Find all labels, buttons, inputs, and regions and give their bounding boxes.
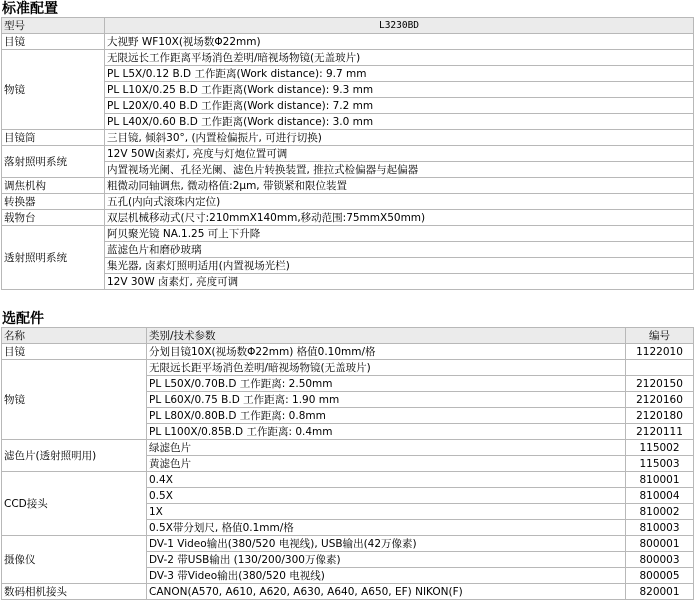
model-value: L3230BD	[105, 18, 694, 34]
accessory-code: 2120180	[626, 408, 694, 424]
model-label: 型号	[2, 18, 105, 34]
item-label: 载物台	[2, 210, 105, 226]
accessory-code: 1122010	[626, 344, 694, 360]
accessory-spec: DV-3 带Video输出(380/520 电视线)	[147, 568, 626, 584]
name-column-header: 名称	[2, 328, 147, 344]
accessory-code: 810003	[626, 520, 694, 536]
standard-row	[2, 146, 694, 162]
standard-row	[2, 98, 694, 114]
standard-row	[2, 66, 694, 82]
standard-config-heading: 标准配置	[2, 1, 58, 17]
standard-header-row	[2, 18, 694, 34]
item-spec: 粗微动同轴调焦, 微动格值:2μm, 带锁紧和限位装置	[105, 178, 694, 194]
optional-accessories-table	[1, 327, 694, 600]
accessory-code: 800005	[626, 568, 694, 584]
accessory-code	[626, 360, 694, 376]
accessory-spec: 无限远长距平场消色差明/暗视场物镜(无盖玻片)	[147, 360, 626, 376]
standard-config-table	[1, 17, 694, 290]
item-label: 落射照明系统	[2, 146, 105, 178]
optional-row	[2, 472, 694, 488]
accessory-code: 820001	[626, 584, 694, 600]
standard-row	[2, 226, 694, 242]
item-label: 调焦机构	[2, 178, 105, 194]
item-spec: 大视野 WF10X(视场数Φ22mm)	[105, 34, 694, 50]
standard-row	[2, 114, 694, 130]
accessory-code: 800003	[626, 552, 694, 568]
standard-row	[2, 50, 694, 66]
optional-row	[2, 344, 694, 360]
item-label: 透射照明系统	[2, 226, 105, 290]
accessory-spec: 分划目镜10X(视场数Φ22mm) 格值0.10mm/格	[147, 344, 626, 360]
item-spec: 12V 30W 卤素灯, 亮度可调	[105, 274, 694, 290]
accessory-name: 滤色片(透射照明用)	[2, 440, 147, 472]
accessory-name: 物镜	[2, 360, 147, 440]
accessory-code: 810004	[626, 488, 694, 504]
optional-row	[2, 584, 694, 600]
accessory-code: 2120160	[626, 392, 694, 408]
item-spec: 五孔(内向式滚珠内定位)	[105, 194, 694, 210]
accessory-spec: 黄滤色片	[147, 456, 626, 472]
item-spec: PL L20X/0.40 B.D 工作距离(Work distance): 7.2 mm	[105, 98, 694, 114]
accessory-spec: PL L80X/0.80B.D 工作距离: 0.8mm	[147, 408, 626, 424]
accessory-spec: PL L100X/0.85B.D 工作距离: 0.4mm	[147, 424, 626, 440]
accessory-spec: DV-2 带USB输出 (130/200/300万像素)	[147, 552, 626, 568]
accessory-name: 摄像仪	[2, 536, 147, 584]
accessory-name: 目镜	[2, 344, 147, 360]
standard-row	[2, 162, 694, 178]
accessory-spec: 绿滤色片	[147, 440, 626, 456]
spec-column-header: 类别/技术参数	[147, 328, 626, 344]
optional-row	[2, 536, 694, 552]
accessory-code: 115002	[626, 440, 694, 456]
accessory-spec: 0.5X带分划尺, 格值0.1mm/格	[147, 520, 626, 536]
accessory-code: 800001	[626, 536, 694, 552]
standard-row	[2, 210, 694, 226]
standard-row	[2, 34, 694, 50]
accessory-name: 数码相机接头	[2, 584, 147, 600]
item-spec: PL L5X/0.12 B.D 工作距离(Work distance): 9.7 mm	[105, 66, 694, 82]
item-spec: PL L10X/0.25 B.D 工作距离(Work distance): 9.3 mm	[105, 82, 694, 98]
item-label: 物镜	[2, 50, 105, 130]
accessory-spec: PL L50X/0.70B.D 工作距离: 2.50mm	[147, 376, 626, 392]
item-label: 转换器	[2, 194, 105, 210]
accessory-code: 810001	[626, 472, 694, 488]
item-spec: 集光器, 卤素灯照明适用(内置视场光栏)	[105, 258, 694, 274]
item-label: 目镜筒	[2, 130, 105, 146]
optional-row	[2, 440, 694, 456]
item-spec: 三目镜, 倾斜30°, (内置检偏振片, 可进行切换)	[105, 130, 694, 146]
item-spec: 双层机械移动式(尺寸:210mmX140mm,移动范围:75mmX50mm)	[105, 210, 694, 226]
optional-row	[2, 360, 694, 376]
accessory-spec: CANON(A570, A610, A620, A630, A640, A650, EF) NIKON(F)	[147, 584, 626, 600]
accessory-name: CCD接头	[2, 472, 147, 536]
accessory-code: 2120111	[626, 424, 694, 440]
optional-accessories-heading: 选配件	[2, 311, 44, 327]
standard-row	[2, 82, 694, 98]
item-spec: 12V 50W卤素灯, 亮度与灯炮位置可调	[105, 146, 694, 162]
code-column-header: 编号	[626, 328, 694, 344]
accessory-spec: DV-1 Video输出(380/520 电视线), USB输出(42万像素)	[147, 536, 626, 552]
standard-row	[2, 258, 694, 274]
item-spec: 内置视场光阑、孔径光阑、滤色片转换装置, 推拉式检偏器与起偏器	[105, 162, 694, 178]
accessory-spec: 1X	[147, 504, 626, 520]
accessory-code: 810002	[626, 504, 694, 520]
accessory-spec: 0.5X	[147, 488, 626, 504]
standard-row	[2, 242, 694, 258]
item-spec: 无限远长工作距离平场消色差明/暗视场物镜(无盖玻片)	[105, 50, 694, 66]
standard-row	[2, 194, 694, 210]
accessory-code: 115003	[626, 456, 694, 472]
standard-row	[2, 178, 694, 194]
standard-row	[2, 274, 694, 290]
accessory-spec: PL L60X/0.75 B.D 工作距离: 1.90 mm	[147, 392, 626, 408]
item-label: 目镜	[2, 34, 105, 50]
standard-row	[2, 130, 694, 146]
optional-header-row	[2, 328, 694, 344]
item-spec: PL L40X/0.60 B.D 工作距离(Work distance): 3.0 mm	[105, 114, 694, 130]
item-spec: 阿贝聚光镜 NA.1.25 可上下升降	[105, 226, 694, 242]
item-spec: 蓝滤色片和磨砂玻璃	[105, 242, 694, 258]
accessory-code: 2120150	[626, 376, 694, 392]
accessory-spec: 0.4X	[147, 472, 626, 488]
